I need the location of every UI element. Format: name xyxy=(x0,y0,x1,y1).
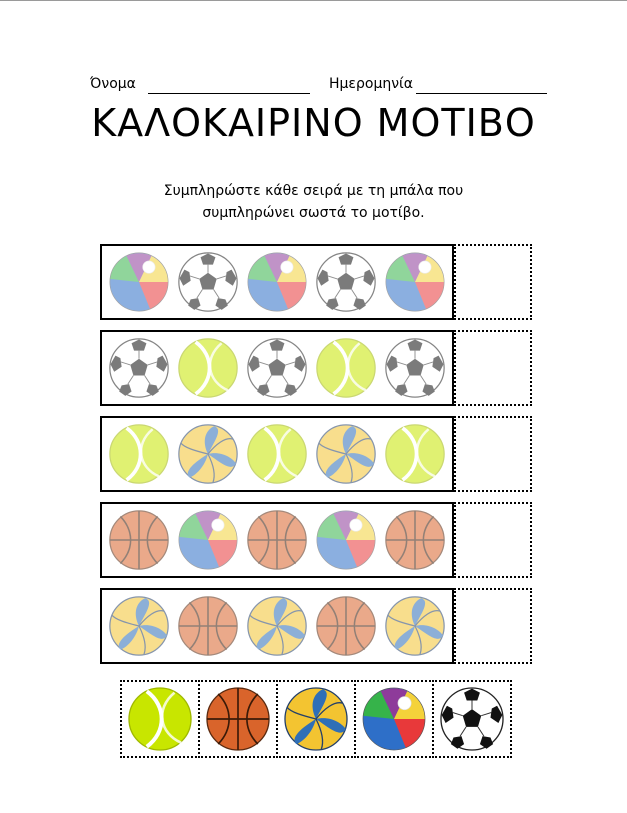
basketball-icon xyxy=(315,595,377,657)
instructions-line-1: Συμπληρώστε κάθε σειρά με τη μπάλα που xyxy=(163,183,464,199)
cutout-choice[interactable] xyxy=(198,680,278,758)
answer-box[interactable] xyxy=(454,416,532,492)
instructions xyxy=(0,180,627,224)
answer-box[interactable] xyxy=(454,502,532,578)
cutout-choice[interactable] xyxy=(276,680,356,758)
basketball-icon xyxy=(177,595,239,657)
answer-box[interactable] xyxy=(454,330,532,406)
volleyball-icon xyxy=(315,423,377,485)
date-write-line[interactable] xyxy=(416,93,547,95)
beach-ball-icon xyxy=(315,509,377,571)
basketball-icon xyxy=(246,509,308,571)
volleyball-icon xyxy=(177,423,239,485)
basketball-icon xyxy=(108,509,170,571)
beach-ball-icon xyxy=(361,686,427,752)
basketball-icon xyxy=(205,686,271,752)
date-label: Ημερομηνία xyxy=(329,76,414,92)
pattern-row xyxy=(100,502,530,578)
name-write-line[interactable] xyxy=(148,93,310,95)
soccer-ball-icon xyxy=(108,337,170,399)
volleyball-icon xyxy=(108,595,170,657)
cutout-choice[interactable] xyxy=(432,680,512,758)
soccer-ball-icon xyxy=(439,686,505,752)
cutout-choices xyxy=(120,680,514,756)
tennis-ball-icon xyxy=(384,423,446,485)
soccer-ball-icon xyxy=(315,251,377,313)
beach-ball-icon xyxy=(384,251,446,313)
page-top-border xyxy=(0,0,627,1)
beach-ball-icon xyxy=(177,509,239,571)
pattern-row xyxy=(100,244,530,320)
volleyball-icon xyxy=(246,595,308,657)
pattern-row xyxy=(100,588,530,664)
soccer-ball-icon xyxy=(384,337,446,399)
volleyball-icon xyxy=(283,686,349,752)
soccer-ball-icon xyxy=(177,251,239,313)
answer-box[interactable] xyxy=(454,588,532,664)
worksheet-title: ΚΑΛΟΚΑΙΡΙΝΟ ΜΟΤΙΒΟ xyxy=(91,101,536,145)
name-label: Όνομα xyxy=(90,76,136,92)
pattern-row xyxy=(100,330,530,406)
basketball-icon xyxy=(384,509,446,571)
tennis-ball-icon xyxy=(127,686,193,752)
cutout-choice[interactable] xyxy=(354,680,434,758)
tennis-ball-icon xyxy=(108,423,170,485)
cutout-choice[interactable] xyxy=(120,680,200,758)
tennis-ball-icon xyxy=(177,337,239,399)
beach-ball-icon xyxy=(108,251,170,313)
soccer-ball-icon xyxy=(246,337,308,399)
pattern-row xyxy=(100,416,530,492)
beach-ball-icon xyxy=(246,251,308,313)
instructions-line-2: συμπληρώνει σωστά το μοτίβο. xyxy=(202,205,425,221)
tennis-ball-icon xyxy=(246,423,308,485)
tennis-ball-icon xyxy=(315,337,377,399)
answer-box[interactable] xyxy=(454,244,532,320)
volleyball-icon xyxy=(384,595,446,657)
